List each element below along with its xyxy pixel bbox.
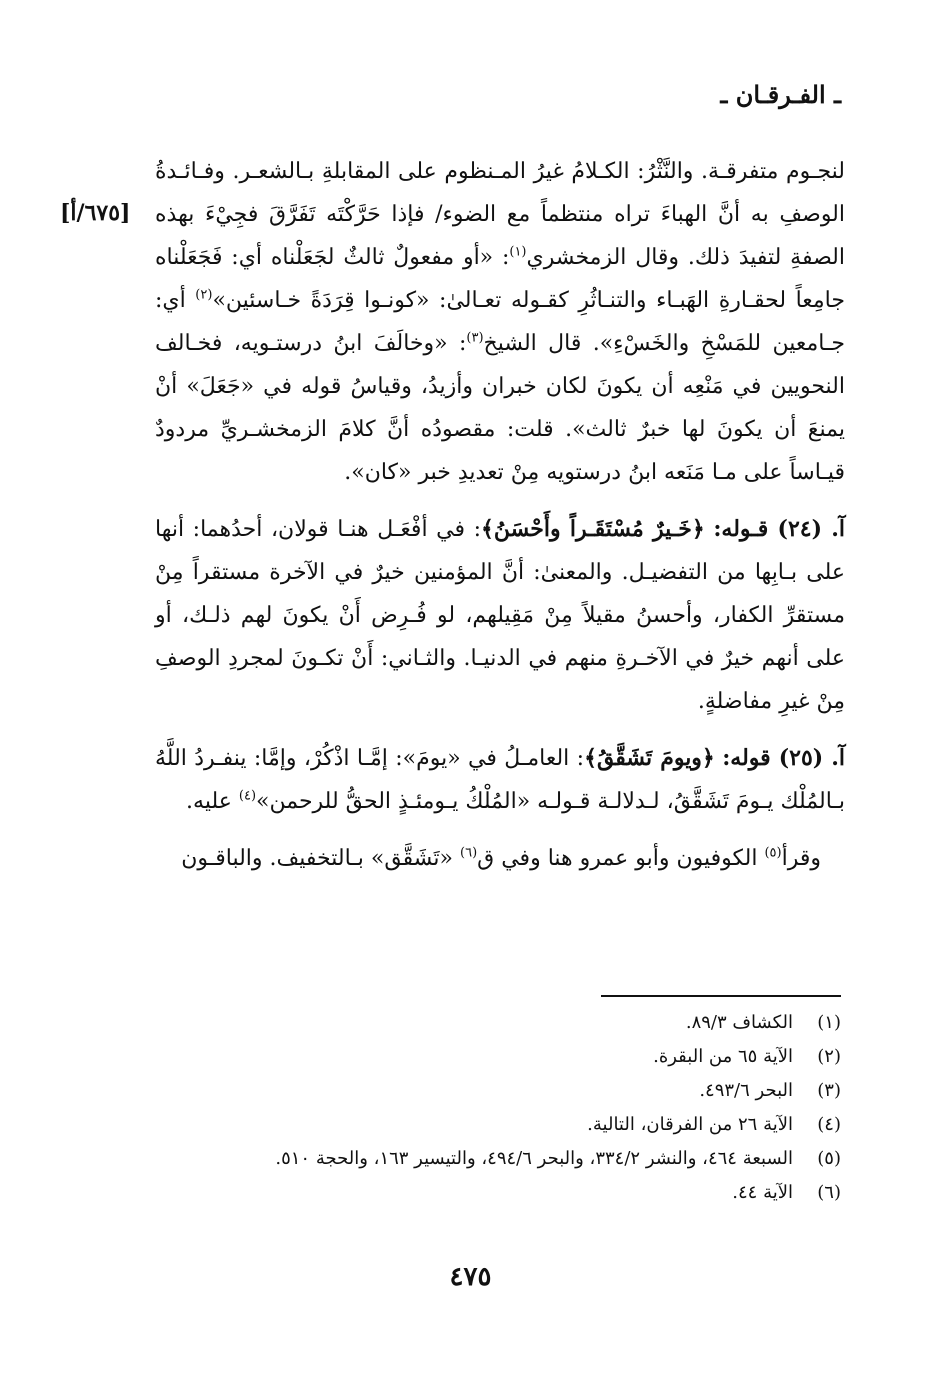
footnote-number: (٢) bbox=[817, 1046, 841, 1067]
footnote-divider bbox=[601, 995, 841, 997]
text-run: لنجـوم متفرقـة. والنَّثْرُ: الكـلامُ غيرُ المـنظوم على المقابلةِ بـالشعـر. وفـائـدةُ الوصفِ به أنَّ الهباءَ تراه منتظماً مع الضوء/ فإذا حَرَّكْتَه تَفَرَّقَ فجِيْءَ بهذه الصفةِ لتفيدَ ذلك. وقال الزمخشري bbox=[155, 159, 845, 270]
footnotes-list bbox=[151, 1006, 841, 1210]
footnote-number: (١) bbox=[817, 1012, 841, 1033]
quran-quote-24: ﴿خَـيرٌ مُسْتَقَـراً وأَحْسَنُ﴾ bbox=[481, 516, 705, 542]
footnote-text: الآية ٢٦ من الفرقان، التالية. bbox=[587, 1114, 793, 1135]
text-run: : في أفْعَـل هنـا قولان، أحدُهما: أنها على بـابِها من التفضيـل. والمعنىٰ: أنَّ المؤمنين خيرٌ في الآخرة مستقراً مِنْ مستقرِّ الكفار، وأحسنُ مقيلاً مِنْ مَقِيلهم، لو فُـرِض أَنْ يكونَ لهم ذلـك، أو على أنهم خيرٌ في الآخـرةِ منهم في الدنيـا. والثـاني: أَنْ تكـونَ لمجردِ الوصفِ مِنْ غيرِ مفاضلةٍ. bbox=[155, 517, 845, 714]
quran-quote-25: ﴿ويومَ تَشَقَّقُ﴾ bbox=[584, 745, 715, 771]
footnote-item bbox=[151, 1176, 841, 1210]
text-run: : «وخالَفَ ابنُ درستـويه، فخـالف النحويين في مَنْعِه أن يكونَ لكان خبران وأزيدُ، وقياسُ قوله في «جَعَلَ» أنْ يمنعَ أن يكونَ لها خبرٌ ثالث». قلت: مقصودُه أنَّ كلامَ الزمخشـريِّ مردودٌ قيـاساً على مـا مَنَعه ابنُ درستويه مِنْ تعديدِ خبر «كان». bbox=[155, 331, 845, 485]
footnote-text: البحر ٤٩٣/٦. bbox=[699, 1080, 793, 1101]
page-number: ٤٧٥ bbox=[449, 1262, 492, 1292]
footnote-ref-6[interactable]: (٦) bbox=[460, 845, 478, 861]
footnote-ref-4[interactable]: (٤) bbox=[238, 788, 257, 804]
footnote-item bbox=[151, 1074, 841, 1108]
text-run: الكوفيون وأبو عمرو هنا وفي ق bbox=[477, 846, 765, 871]
paragraph-readings bbox=[155, 837, 845, 880]
main-text-block bbox=[155, 150, 845, 894]
paragraph-verse-24 bbox=[155, 508, 845, 723]
footnote-ref-3[interactable]: (٣) bbox=[466, 330, 484, 346]
footnote-number: (٤) bbox=[817, 1114, 841, 1135]
footnote-number: (٣) bbox=[817, 1080, 841, 1101]
footnote-item bbox=[151, 1108, 841, 1142]
running-title: ـ الفـرقـان ـ bbox=[720, 80, 841, 109]
text-run: «تَشَقَّق» بـالتخفيف. والباقـون bbox=[181, 846, 461, 871]
paragraph-intro bbox=[155, 150, 845, 494]
footnote-text: الآية ٦٥ من البقرة. bbox=[653, 1046, 793, 1067]
text-run: عليه. bbox=[186, 789, 239, 814]
text-run: : «أو مفعولٌ ثالثٌ لجَعَلْناه أي: فَجَعَلْناه جامِعاً لحقـارةِ الهَبـاء والتنـاثُرِ كقـوله تعـالىٰ: «كونـوا قِرَدَةً خـاسئين» bbox=[155, 245, 845, 313]
verse-label-25: آ. (٢٥) قوله: bbox=[722, 745, 845, 771]
footnote-number: (٦) bbox=[817, 1182, 841, 1203]
footnote-item bbox=[151, 1006, 841, 1040]
footnote-ref-2[interactable]: (٢) bbox=[195, 287, 213, 303]
paragraph-verse-25 bbox=[155, 737, 845, 823]
footnote-item bbox=[151, 1142, 841, 1176]
footnote-number: (٥) bbox=[817, 1148, 841, 1169]
footnote-ref-1[interactable]: (١) bbox=[509, 244, 527, 260]
footnote-text: الآية ٤٤. bbox=[732, 1182, 793, 1203]
footnote-item bbox=[151, 1040, 841, 1074]
footnote-ref-5[interactable]: (٥) bbox=[764, 845, 782, 861]
text-run: وقرأ bbox=[781, 846, 821, 871]
text-run: : العامـلُ في «يومَ»: إمَّـا اذْكُرْ، وإمَّا: ينفـردُ اللَّهُ بـالمُلْك يـومَ تَشَقَّقُ، لـدلالـة قـولـه «المُلْكُ يـومئـذٍ الحقُّ للرحمن» bbox=[155, 746, 845, 814]
margin-folio-reference: [٦٧٥/أ] bbox=[60, 200, 131, 226]
footnote-text: الكشاف ٨٩/٣. bbox=[685, 1012, 793, 1033]
text-run: أي: جـامعين للمَسْخِ والخَسْءِ». قال الشيخ bbox=[155, 288, 845, 356]
footnote-text: السبعة ٤٦٤، والنشر ٣٣٤/٢، والبحر ٤٩٤/٦، والتيسير ١٦٣، والحجة ٥١٠. bbox=[275, 1148, 793, 1169]
verse-label-24: آ. (٢٤) قـوله: bbox=[713, 516, 846, 542]
